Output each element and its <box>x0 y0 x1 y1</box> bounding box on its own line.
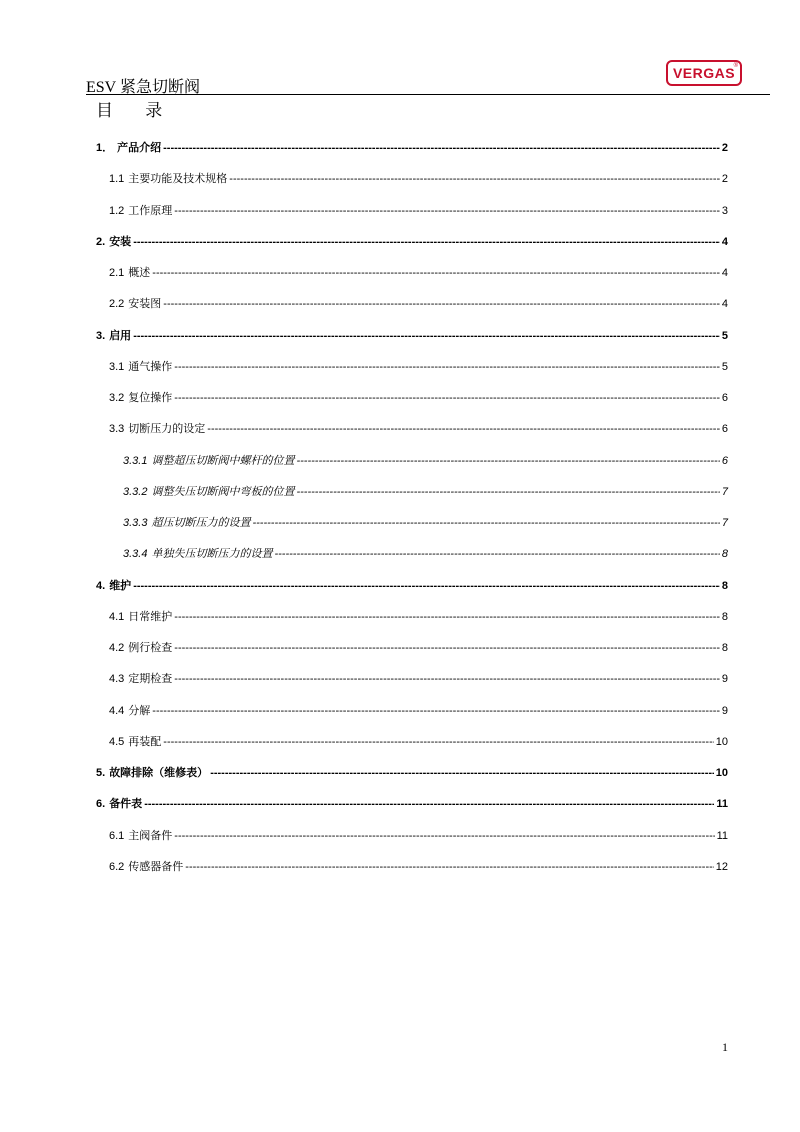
toc-entry-number: 6.2 <box>109 860 125 873</box>
toc-entry[interactable] <box>123 547 728 561</box>
toc-entry-page: 10 <box>715 735 728 748</box>
toc-dot-leader <box>174 610 720 624</box>
toc-entry-number: 3.3.1 <box>123 454 148 467</box>
header-divider <box>86 94 770 95</box>
toc-entry-number: 2.2 <box>109 298 125 311</box>
toc-entry-number: 4. <box>96 579 106 592</box>
toc-entry-label: 传感器备件 <box>128 860 184 873</box>
toc-dot-leader <box>252 516 719 530</box>
toc-entry-page: 4 <box>721 298 728 311</box>
toc-entry-number: 5. <box>96 767 106 779</box>
toc-entry-number: 3.2 <box>109 392 125 404</box>
toc-entry-label: 切断压力的设定 <box>128 423 206 436</box>
toc-entry-page: 8 <box>721 610 728 623</box>
toc-entry[interactable] <box>96 235 728 249</box>
toc-entry-number: 4.1 <box>109 610 125 623</box>
toc-entry-number: 1.1 <box>109 173 125 186</box>
toc-dot-leader <box>229 172 720 186</box>
toc-entry-page: 3 <box>721 204 728 217</box>
toc-entry[interactable] <box>109 829 728 843</box>
toc-entry[interactable] <box>123 454 728 468</box>
registered-mark: ® <box>733 63 738 69</box>
toc-entry-label: 调整超压切断阀中螺杆的位置 <box>151 454 295 467</box>
toc-entry-label: 日常维护 <box>128 610 173 623</box>
toc-entry-page: 5 <box>721 360 728 373</box>
toc-entry-number: 3.1 <box>109 360 125 373</box>
toc-entry-page: 8 <box>721 579 728 592</box>
toc-entry-label: 分解 <box>128 704 151 717</box>
toc-dot-leader <box>152 266 720 280</box>
toc-entry[interactable] <box>96 766 728 780</box>
toc-entry-page: 4 <box>721 235 728 248</box>
toc-entry[interactable] <box>109 860 728 874</box>
toc-heading: 目 录 <box>96 101 177 120</box>
toc-entry[interactable] <box>96 329 728 343</box>
toc-entry-number: 2.1 <box>109 267 125 279</box>
toc-entry-label: 故障排除（维修表） <box>109 767 209 779</box>
toc-entry-page: 6 <box>721 423 728 436</box>
toc-entry-page: 7 <box>721 485 728 498</box>
toc-entry-page: 9 <box>721 673 728 686</box>
toc-entry-label: 超压切断压力的设置 <box>151 517 251 529</box>
toc-entry-label: 安装 <box>109 235 132 248</box>
toc-dot-leader <box>133 579 720 593</box>
toc-entry-number: 3.3.2 <box>123 485 148 498</box>
toc-entry-label: 概述 <box>128 267 151 279</box>
toc-dot-leader <box>207 422 720 436</box>
toc-dot-leader <box>174 391 720 405</box>
toc-entry[interactable] <box>109 610 728 624</box>
toc-entry-label: 备件表 <box>109 798 143 811</box>
toc-entry-page: 2 <box>721 173 728 186</box>
toc-entry-page: 11 <box>716 829 728 842</box>
toc-entry[interactable] <box>96 797 728 811</box>
toc-entry[interactable] <box>109 391 728 405</box>
toc-entry[interactable] <box>109 641 728 655</box>
toc-entry-page: 10 <box>715 767 728 779</box>
toc-entry[interactable] <box>109 704 728 718</box>
toc-entry[interactable] <box>96 141 728 155</box>
toc-entry[interactable] <box>96 579 728 593</box>
toc-entry-page: 11 <box>716 798 728 811</box>
toc-entry-label: 工作原理 <box>128 204 173 217</box>
toc-entry-number: 2. <box>96 235 106 248</box>
toc-entry-page: 6 <box>721 392 728 404</box>
toc-entry-label: 启用 <box>109 329 132 342</box>
toc-dot-leader <box>174 360 720 374</box>
toc-entry-number: 6.1 <box>109 829 125 842</box>
toc-dot-leader <box>133 329 720 343</box>
toc-entry[interactable] <box>109 360 728 374</box>
toc-entry-page: 8 <box>721 642 728 654</box>
toc-entry-number: 3.3.4 <box>123 548 148 561</box>
toc-entry-page: 4 <box>721 267 728 279</box>
toc-dot-leader <box>174 204 720 218</box>
toc-entry-label: 主要功能及技术规格 <box>128 173 228 186</box>
toc-entry-number: 6. <box>96 798 106 811</box>
logo-text: VERGAS <box>672 65 736 81</box>
toc-entry-label: 定期检查 <box>128 673 173 686</box>
toc-entry-page: 7 <box>721 517 728 529</box>
toc-entry-page: 6 <box>721 454 728 467</box>
toc-entry[interactable] <box>109 204 728 218</box>
toc-dot-leader <box>174 829 714 843</box>
toc-entry-number: 1． <box>96 142 114 154</box>
toc-entry-number: 4.3 <box>109 673 125 686</box>
toc-entry[interactable] <box>109 735 728 749</box>
toc-entry-page: 2 <box>721 142 728 154</box>
toc-dot-leader <box>163 297 720 311</box>
toc-entry-page: 12 <box>715 860 728 873</box>
toc-entry-label: 主阀备件 <box>128 829 173 842</box>
toc-entry-label: 例行检查 <box>128 642 173 654</box>
toc-entry-number: 3. <box>96 329 106 342</box>
toc-entry-number: 4.4 <box>109 704 125 717</box>
toc-entry-label: 产品介绍 <box>117 142 162 154</box>
page-number: 1 <box>722 1040 728 1054</box>
toc-dot-leader <box>163 141 720 155</box>
toc-dot-leader <box>144 797 714 811</box>
toc-entry[interactable] <box>109 266 728 280</box>
toc-dot-leader <box>133 235 720 249</box>
toc-entry-label: 调整失压切断阀中弯板的位置 <box>151 485 295 498</box>
toc-entry-label: 通气操作 <box>128 360 173 373</box>
toc-entry[interactable] <box>109 672 728 686</box>
toc-dot-leader <box>185 860 713 874</box>
toc-entry-label: 再装配 <box>128 735 162 748</box>
page-header <box>86 63 770 96</box>
toc-entry-page: 5 <box>721 329 728 342</box>
toc-dot-leader <box>174 672 720 686</box>
toc-entry-number: 4.5 <box>109 735 125 748</box>
toc-entry-label: 安装图 <box>128 298 162 311</box>
toc-entry-label: 单独失压切断压力的设置 <box>151 548 273 561</box>
toc-dot-leader <box>210 766 714 780</box>
document-title: ESV 紧急切断阀 <box>86 79 200 96</box>
toc-entry[interactable] <box>123 516 728 530</box>
toc-dot-leader <box>296 454 719 468</box>
toc-entry-page: 8 <box>721 548 728 561</box>
toc-entry-number: 3.3.3 <box>123 517 148 529</box>
toc-dot-leader <box>296 485 719 499</box>
toc-entry-number: 1.2 <box>109 204 125 217</box>
toc-entry[interactable] <box>109 422 728 436</box>
toc-entry-number: 3.3 <box>109 423 125 436</box>
toc-dot-leader <box>163 735 713 749</box>
toc-entry-page: 9 <box>721 704 728 717</box>
toc-dot-leader <box>174 641 720 655</box>
toc-entry[interactable] <box>123 485 728 499</box>
toc-dot-leader <box>274 547 719 561</box>
toc-entry-label: 维护 <box>109 579 132 592</box>
toc-entry-label: 复位操作 <box>128 392 173 404</box>
toc-entry-number: 4.2 <box>109 642 125 654</box>
toc-entry[interactable] <box>109 297 728 311</box>
toc-dot-leader <box>152 704 720 718</box>
vergas-logo <box>666 60 742 86</box>
toc-entry[interactable] <box>109 172 728 186</box>
